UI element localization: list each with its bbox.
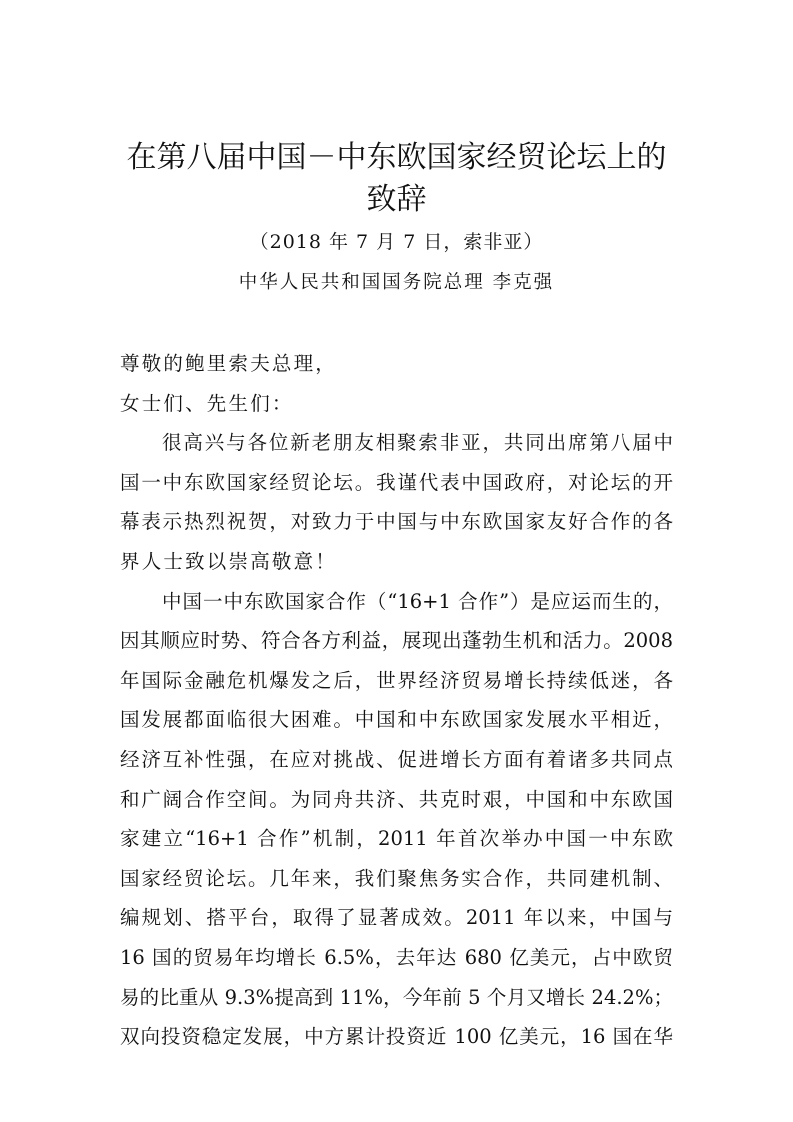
author-line: 中华人民共和国国务院总理 李克强 xyxy=(238,272,555,293)
paragraph-line: 国​一​中​东​欧​国​家​经​贸​论​坛​。​我​谨​代​表​中​国​政​府​，​对​论​坛​的​开 xyxy=(120,470,673,494)
paragraph-line: 编​规​划​、​搭​平​台​，​取​得​了​显​著​成​效​。​2​0​1​1​ ​年​以​来​，​中​国​与 xyxy=(120,906,673,930)
paragraph-line: 因​其​顺​应​时​势​、​符​合​各​方​利​益​，​展​现​出​蓬​勃​生​机​和​活​力​。​2​0​0​8 xyxy=(120,629,673,653)
paragraph-line: 和​广​阔​合​作​空​间​。​为​同​舟​共​济​、​共​克​时​艰​，​中​国​和​中​东​欧​国 xyxy=(120,787,673,811)
paragraph-line: 很​高​兴​与​各​位​新​老​朋​友​相​聚​索​非​亚​，​共​同​出​席​第​八​届​中 xyxy=(162,431,673,455)
salutation-line: 女士们、先生们： xyxy=(120,391,294,415)
paragraph-line: 中​国​一​中​东​欧​国​家​合​作​（​“​1​6​+​1​ ​合​作​”​）​是​应​运​而​生​的​， xyxy=(162,589,673,613)
paragraph-2 xyxy=(120,582,673,1057)
paragraph-line: 易​的​比​重​从​ ​9​.​3​%​提​高​到​ ​1​1​%​，​今​年​前​ ​5​ ​个​月​又​增​长​ ​2​4​.​2​%​； xyxy=(120,985,673,1009)
title-line-2: 致辞 xyxy=(366,183,427,216)
paragraph-line: 界人士致以崇高敬意！ xyxy=(120,549,338,573)
paragraph-line: 双​向​投​资​稳​定​发​展​，​中​方​累​计​投​资​近​ ​1​0​0​ ​亿​美​元​，​1​6​ ​国​在​华 xyxy=(120,1025,673,1049)
date-location-subtitle: （2018 年 7 月 7 日，索非亚） xyxy=(249,231,544,253)
paragraph-line: 1​6​ ​国​的​贸​易​年​均​增​长​ ​6​.​5​%​，​去​年​达​ ​6​8​0​ ​亿​美​元​，​占​中​欧​贸 xyxy=(120,945,673,969)
paragraph-line: 家​建​立​“​1​6​+​1​ ​合​作​”​机​制​，​2​0​1​1​ ​年​首​次​举​办​中​国​一​中​东​欧 xyxy=(120,827,673,851)
paragraph-line: 经​济​互​补​性​强​，​在​应​对​挑​战​、​促​进​增​长​方​面​有​着​诸​多​共​同​点 xyxy=(120,747,673,771)
paragraph-line: 幕​表​示​热​烈​祝​贺​，​对​致​力​于​中​国​与​中​东​欧​国​家​友​好​合​作​的​各 xyxy=(120,510,673,534)
paragraph-line: 国​发​展​都​面​临​很​大​困​难​。​中​国​和​中​东​欧​国​家​发​展​水​平​相​近​， xyxy=(120,708,673,732)
speech-body xyxy=(120,344,673,1057)
paragraph-line: 国​家​经​贸​论​坛​。​几​年​来​，​我​们​聚​焦​务​实​合​作​，​共​同​建​机​制​、 xyxy=(120,866,673,890)
paragraph-line: 年​国​际​金​融​危​机​爆​发​之​后​，​世​界​经​济​贸​易​增​长​持​续​低​迷​，​各 xyxy=(120,668,673,692)
title-line-1: 在第八届中国－中东欧国家经贸论坛上的 xyxy=(126,141,667,174)
paragraph-1 xyxy=(120,423,673,581)
page-title xyxy=(0,137,793,221)
salutation-line: 尊敬的鲍里索夫总理， xyxy=(120,352,338,375)
